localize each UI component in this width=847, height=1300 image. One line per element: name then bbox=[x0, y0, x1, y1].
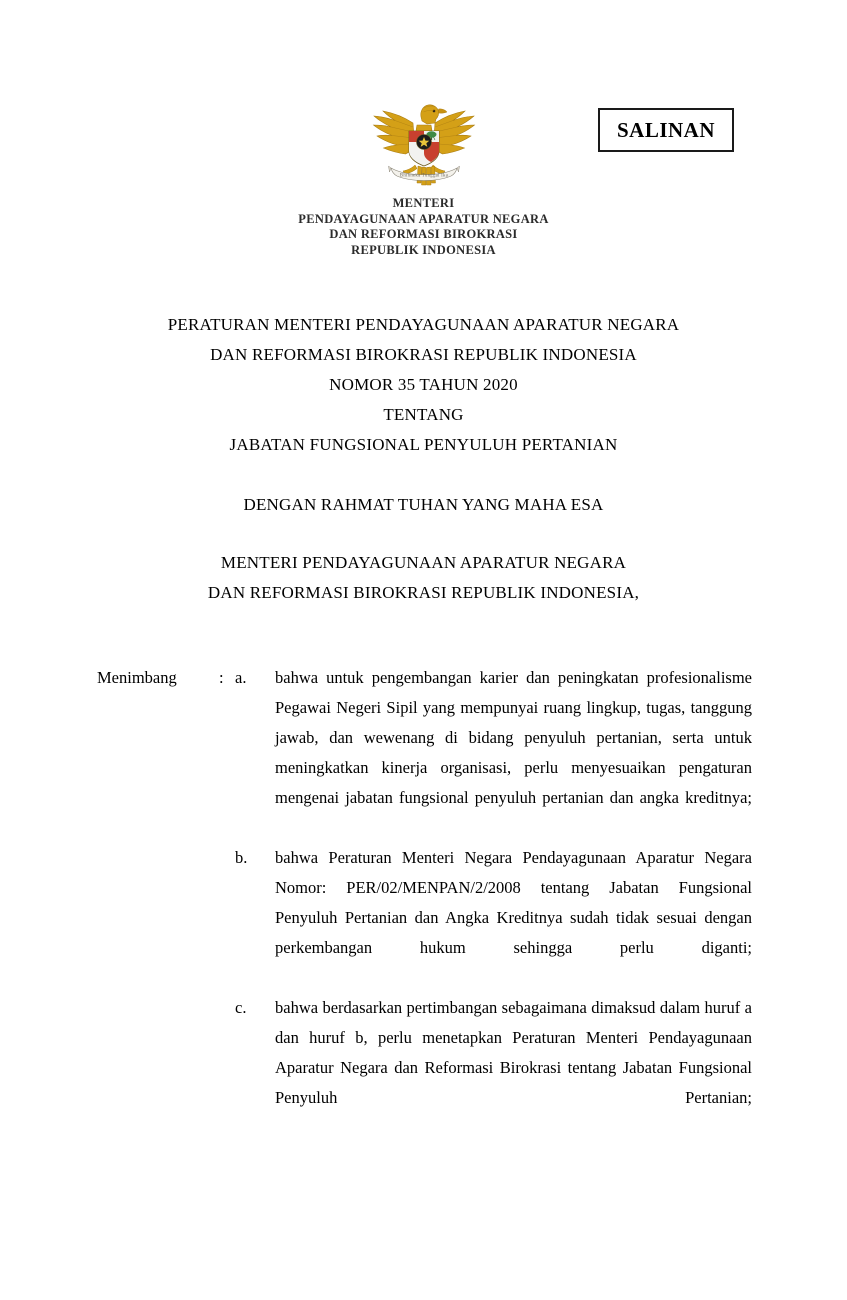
letterhead-line-3: DAN REFORMASI BIROKRASI bbox=[329, 227, 518, 241]
consideration-text-a: bahwa untuk pengembangan karier dan peningkatan profesionalisme Pegawai Negeri Sipil yang mempunyai ruang lingkup, tugas, tanggung jawab, dan wewenang di bidang penyuluh pertanian, serta untuk meningkatkan kinerja organisasi, perlu menyesuaikan pengaturan mengenai jabatan fungsional penyuluh pertanian dan angka kreditnya; bbox=[275, 668, 752, 807]
issuing-authority bbox=[0, 548, 847, 608]
title-number: NOMOR 35 TAHUN 2020 bbox=[329, 375, 518, 394]
consideration-marker-c: c. bbox=[235, 998, 247, 1017]
considerations-section bbox=[97, 663, 752, 1143]
letterhead bbox=[0, 196, 847, 258]
title-subject: JABATAN FUNGSIONAL PENYULUH PERTANIAN bbox=[229, 435, 618, 454]
considerations-label: Menimbang bbox=[97, 668, 177, 687]
svg-text:Bhinneka Tunggal Ika: Bhinneka Tunggal Ika bbox=[399, 173, 448, 179]
consideration-text-b: bahwa Peraturan Menteri Negara Pendayagunaan Aparatur Negara Nomor: PER/02/MENPAN/2/2008 tentang Jabatan Fungsional Penyuluh Pertanian dan Angka Kreditnya sudah tidak sesuai dengan perkembangan hukum sehingga perlu diganti; bbox=[275, 848, 752, 957]
consideration-item-c bbox=[97, 993, 752, 1143]
consideration-text-c: bahwa berdasarkan pertimbangan sebagaimana dimaksud dalam huruf a dan huruf b, perlu menetapkan Peraturan Menteri Pendayagunaan Aparatur Negara dan Reformasi Birokrasi tentang Jabatan Fungsional Penyuluh Pertanian; bbox=[275, 998, 752, 1107]
title-about-label: TENTANG bbox=[383, 405, 464, 424]
consideration-item-a bbox=[97, 663, 752, 843]
consideration-marker-a: a. bbox=[235, 668, 247, 687]
authority-line-1: MENTERI PENDAYAGUNAAN APARATUR NEGARA bbox=[220, 553, 627, 572]
considerations-colon: : bbox=[219, 668, 224, 687]
title-line-2: DAN REFORMASI BIROKRASI REPUBLIK INDONESIA bbox=[210, 345, 637, 364]
enacting-clause bbox=[0, 490, 847, 520]
enacting-clause-text: DENGAN RAHMAT TUHAN YANG MAHA ESA bbox=[243, 495, 604, 514]
letterhead-line-1: MENTERI bbox=[392, 196, 455, 210]
authority-line-2: DAN REFORMASI BIROKRASI REPUBLIK INDONESIA, bbox=[207, 583, 640, 602]
consideration-marker-b: b. bbox=[235, 848, 248, 867]
letterhead-line-4: REPUBLIK INDONESIA bbox=[351, 242, 496, 257]
document-title bbox=[0, 310, 847, 460]
garuda-pancasila-emblem bbox=[365, 92, 483, 200]
consideration-item-b bbox=[97, 843, 752, 993]
pancasila-shield bbox=[409, 131, 439, 166]
title-line-1: PERATURAN MENTERI PENDAYAGUNAAN APARATUR NEGARA bbox=[167, 315, 680, 334]
salinan-stamp-label: SALINAN bbox=[616, 117, 716, 142]
salinan-stamp bbox=[598, 108, 734, 152]
letterhead-line-2: PENDAYAGUNAAN APARATUR NEGARA bbox=[298, 211, 549, 226]
document-header bbox=[0, 0, 847, 185]
